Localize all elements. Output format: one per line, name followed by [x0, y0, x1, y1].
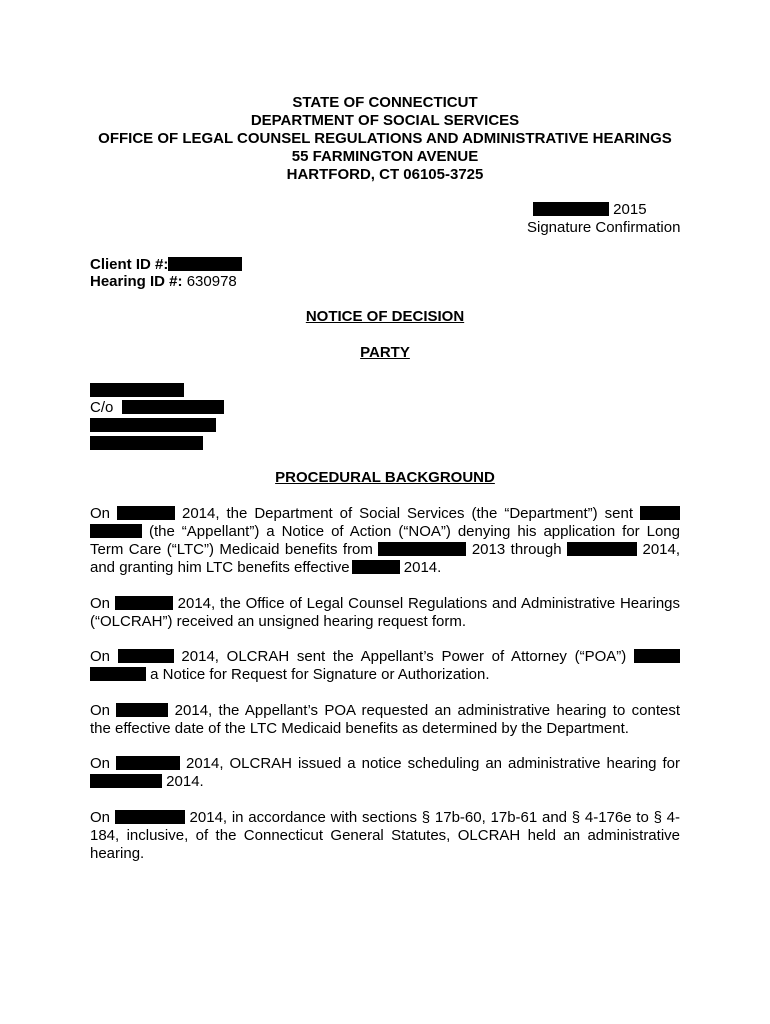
p6-line-1	[90, 809, 680, 827]
redaction	[118, 649, 174, 663]
date-year: 2015	[613, 201, 647, 218]
redaction	[90, 524, 142, 538]
redaction	[640, 506, 680, 520]
text: On	[90, 648, 111, 665]
party-line-4	[90, 435, 203, 453]
redaction	[122, 400, 224, 414]
text: 2014.	[403, 559, 442, 576]
p1-line-4	[90, 559, 680, 577]
redaction	[90, 774, 162, 788]
text: On	[90, 505, 111, 522]
text: On	[90, 595, 111, 612]
client-id-label: Client ID #:	[90, 256, 169, 273]
hearing-id-value: 630978	[186, 273, 237, 290]
text: 2014.	[166, 773, 204, 790]
redaction	[115, 810, 185, 824]
redaction	[567, 542, 637, 556]
party-line-2	[90, 399, 224, 417]
text: 2014, the Appellant’s POA requested an administrative hearing to contest	[174, 702, 680, 719]
redaction	[533, 202, 609, 216]
redaction	[90, 436, 203, 450]
redaction	[352, 560, 400, 574]
text: 2014, OLCRAH sent the Appellant’s Power of Attorney (“POA”)	[181, 648, 627, 665]
redaction	[90, 667, 146, 681]
signature-confirmation: Signature Confirmation	[527, 219, 681, 236]
header-office: OFFICE OF LEGAL COUNSEL REGULATIONS AND ADMINISTRATIVE HEARINGS	[98, 130, 672, 147]
p3-line-1	[90, 648, 680, 666]
text: 2014, in accordance with sections § 17b-60, 17b-61 and § 4-176e to § 4-	[189, 809, 681, 826]
header-city: HARTFORD, CT 06105-3725	[286, 166, 484, 183]
redaction	[116, 703, 168, 717]
redaction	[117, 506, 175, 520]
party-line-1	[90, 382, 184, 400]
redaction	[116, 756, 180, 770]
procedural-background-title: PROCEDURAL BACKGROUND	[275, 469, 495, 486]
text: 2014, OLCRAH issued a notice scheduling an administrative hearing for	[185, 755, 680, 772]
p5-line-2	[90, 773, 680, 791]
p2-line-1	[90, 595, 680, 613]
redaction	[90, 383, 184, 397]
text: (the “Appellant”) a Notice of Action (“NOA”) denying his application for Long	[148, 523, 680, 540]
p4-line-2: the effective date of the LTC Medicaid benefits as determined by the Department.	[90, 720, 629, 737]
client-id	[90, 256, 242, 274]
redaction	[115, 596, 173, 610]
redaction	[168, 257, 242, 271]
p6-line-2: 184, inclusive, of the Connecticut General Statutes, OLCRAH held an administrative	[90, 827, 680, 844]
p5-line-1	[90, 755, 680, 773]
text: On	[90, 755, 111, 772]
text: Term Care (“LTC”) Medicaid benefits from	[90, 541, 373, 558]
text: a Notice for Request for Signature or Authorization.	[150, 666, 490, 683]
hearing-id-label: Hearing ID #:	[90, 273, 183, 290]
p3-line-2	[90, 666, 680, 684]
p1-line-1	[90, 505, 680, 523]
header-department: DEPARTMENT OF SOCIAL SERVICES	[250, 112, 520, 129]
p6-line-3: hearing.	[90, 845, 145, 862]
care-of-label: C/o	[90, 399, 114, 416]
party-title: PARTY	[360, 344, 410, 361]
text: and granting him LTC benefits effective	[90, 559, 350, 576]
p1-line-2	[90, 523, 680, 541]
header-street: 55 FARMINGTON AVENUE	[291, 148, 479, 165]
text: 2014, the Department of Social Services (the “Department”) sent	[181, 505, 634, 522]
notice-title: NOTICE OF DECISION	[305, 308, 465, 325]
p1-line-3	[90, 541, 680, 559]
text: On	[90, 702, 111, 719]
text: 2013 through	[471, 541, 562, 558]
text: 2014, the Office of Legal Counsel Regulations and Administrative Hearings	[177, 595, 681, 612]
text: 2014,	[642, 541, 681, 558]
date-line	[533, 201, 647, 219]
redaction	[378, 542, 466, 556]
p4-line-1	[90, 702, 680, 720]
text: On	[90, 809, 111, 826]
p2-line-2: (“OLCRAH”) received an unsigned hearing request form.	[90, 613, 467, 630]
party-line-3	[90, 417, 216, 435]
redaction	[634, 649, 680, 663]
header-state: STATE OF CONNECTICUT	[292, 94, 478, 111]
redaction	[90, 418, 216, 432]
hearing-id	[90, 273, 237, 291]
